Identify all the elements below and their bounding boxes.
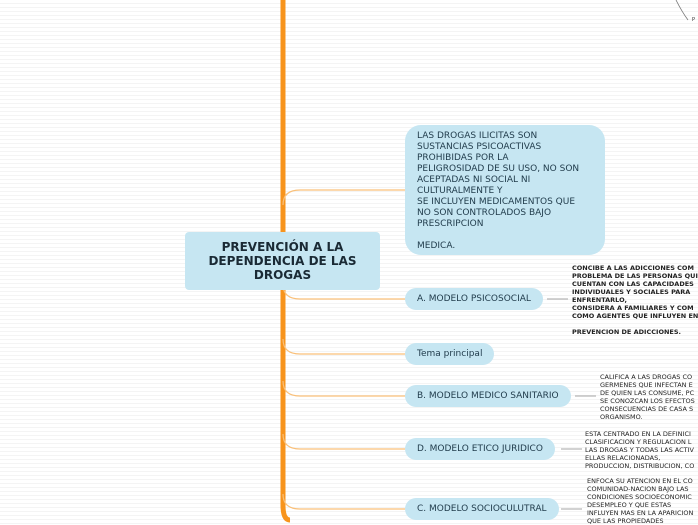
connector-medico: [283, 381, 405, 396]
topic-label: D. MODELO ETICO JURIDICO: [417, 443, 543, 454]
connector-etico: [283, 434, 405, 449]
note-psicosocial: CONCIBE A LAS ADICCIONES COM PROBLEMA DE LAS PERSONAS QUI CUENTAN CON LAS CAPACIDADES INDIVIDUALES Y SOCIALES PARA ENFRENTARLO, CONSIDERA A FAMILIARES Y COM COMO AGENTES QUE INFLUYEN EN PREVENCION DE ADICCIONES.: [572, 264, 698, 336]
corner-label: P: [692, 17, 696, 23]
connector-description: [283, 190, 405, 205]
corner-branch: [676, 0, 688, 20]
connector-tema: [283, 339, 405, 354]
topic-label: A. MODELO PSICOSOCIAL: [417, 293, 531, 304]
connector-sociocultural: [283, 494, 405, 509]
central-topic[interactable]: [185, 232, 380, 290]
note-etico-juridico: ESTA CENTRADO EN LA DEFINICI CLASIFICACION Y REGULACION L LAS DROGAS Y TODAS LAS ACTIV ELLAS RELACIONADAS, PRODUCCION, DISTRIBUCION, CO: [585, 430, 695, 470]
topic-modelo-medico-sanitario[interactable]: [405, 385, 571, 407]
topic-modelo-etico-juridico[interactable]: [405, 438, 555, 460]
topic-label: Tema principal: [417, 348, 483, 359]
topic-modelo-sociocultural[interactable]: [405, 498, 559, 520]
topic-modelo-psicosocial[interactable]: [405, 288, 543, 310]
topic-label: C. MODELO SOCIOCULUTRAL: [417, 503, 547, 514]
topic-tema-principal[interactable]: [405, 343, 494, 365]
central-topic-label: PREVENCIÓN A LA DEPENDENCIA DE LAS DROGAS: [208, 240, 357, 282]
topic-label: B. MODELO MEDICO SANITARIO: [417, 390, 559, 401]
note-medico-sanitario: CALIFICA A LAS DROGAS CO GERMENES QUE INFECTAN E DE QUIEN LAS CONSUME, PC SE CONOZCAN LOS EFECTOS CONSECUENCIAS DE CASA S ORGANISMO.: [600, 373, 695, 421]
description-node[interactable]: LAS DROGAS ILICITAS SON SUSTANCIAS PSICOACTIVAS PROHIBIDAS POR LA PELIGROSIDAD DE SU USO, NO SON ACEPTADAS NI SOCIAL NI CULTURALMENTE Y SE INCLUYEN MEDICAMENTOS QUE NO SON CONTROLADOS BAJO PRESCRIPCION MEDICA.: [405, 125, 605, 255]
note-sociocultural: ENFOCA SU ATENCION EN EL CO COMUNIDAD-NACION BAJO LAS CONDICIONES SOCIOECONOMIC DESEMPLEO Y QUE ESTAS INFLUYEN MAS EN LA APARICION QUE LAS PROPIEDADES: [587, 477, 694, 525]
